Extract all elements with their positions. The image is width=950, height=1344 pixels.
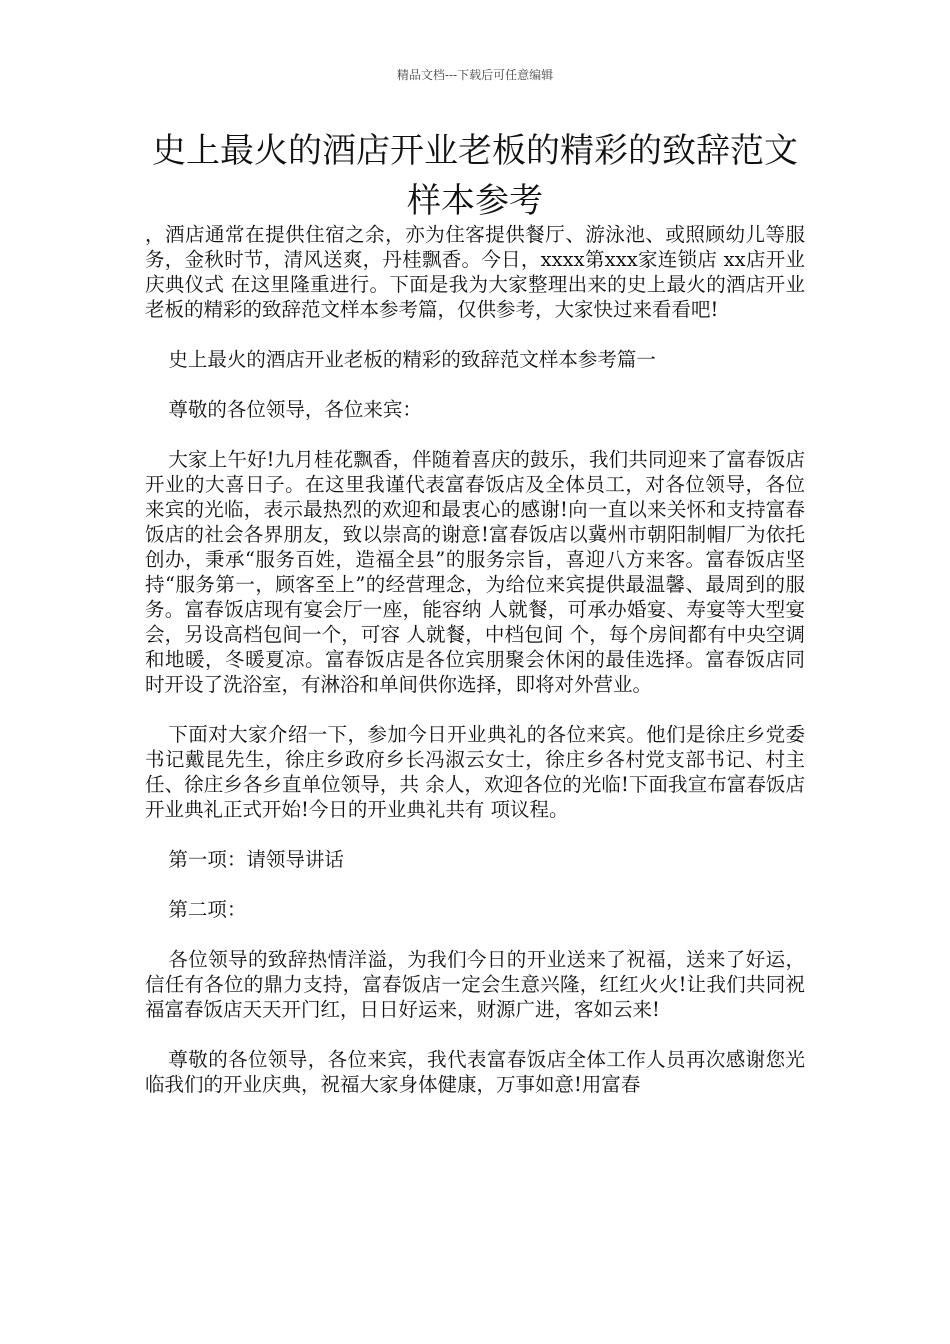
section-heading: 史上最火的酒店开业老板的精彩的致辞范文样本参考篇一 [168,348,656,371]
header-note: 精品文档---下载后可任意编辑 [396,68,554,82]
document-title: 史上最火的酒店开业老板的精彩的致辞范文样本参考 [152,131,798,221]
salutation: 尊敬的各位领导，各位来宾： [168,398,422,421]
paragraph-blessing: 各位领导的致辞热情洋溢，为我们今日的开业送来了祝福，送来了好运，信任有各位的鼎力支持，富春饭店一定会生意兴隆，红红火火!让我们共同祝福富春饭店天天开门红，日日好运来，财源广进，客如云来! [145,948,805,1021]
agenda-item-1: 第一项：请领导讲话 [168,848,344,871]
paragraph-guests: 下面对大家介绍一下，参加今日开业典礼的各位来宾。他们是徐庄乡党委书记戴昆先生，徐庄乡政府乡长冯淑云女士，徐庄乡各村党支部书记、村主任、徐庄乡各乡直单位领导，共 余人，欢迎各位的光临!下面我宣布富春饭店开业典礼正式开始!今日的开业典礼共有 项议程。 [145,723,805,821]
paragraph-closing: 尊敬的各位领导，各位来宾，我代表富春饭店全体工作人员再次感谢您光临我们的开业庆典，祝福大家身体健康，万事如意!用富春 [145,1048,805,1096]
document-body [145,222,805,1122]
agenda-item-2: 第二项： [168,898,247,921]
intro-paragraph: ，酒店通常在提供住宿之余，亦为住客提供餐厅、游泳池、或照顾幼儿等服务，金秋时节，清风送爽，丹桂飘香。今日，xxxx第xxx家连锁店 xx店开业庆典仪式 在这里隆重进行。下面是我为大家整理出来的史上最火的酒店开业老板的精彩的致辞范文样本参考篇，仅供参考，大家快过来看看吧! [145,223,805,321]
paragraph-welcome: 大家上午好!九月桂花飘香，伴随着喜庆的鼓乐，我们共同迎来了富春饭店开业的大喜日子。在这里我谨代表富春饭店及全体员工，对各位领导，各位来宾的光临，表示最热烈的欢迎和最衷心的感谢!向一直以来关怀和支持富春饭店的社会各界朋友，致以崇高的谢意!富春饭店以冀州市朝阳制帽厂为依托创办，秉承“服务百姓，造福全县”的服务宗旨，喜迎八方来客。富春饭店坚持“服务第一，顾客至上”的经营理念，为给位来宾提供最温馨、最周到的服务。富春饭店现有宴会厅一座，能容纳 人就餐，可承办婚宴、寿宴等大型宴会，另设高档包间一个，可容 人就餐，中档包间 个，每个房间都有中央空调和地暖，冬暖夏凉。富春饭店是各位宾朋聚会休闲的最佳选择。富春饭店同时开设了洗浴室，有淋浴和单间供你选择，即将对外营业。 [145,448,805,696]
